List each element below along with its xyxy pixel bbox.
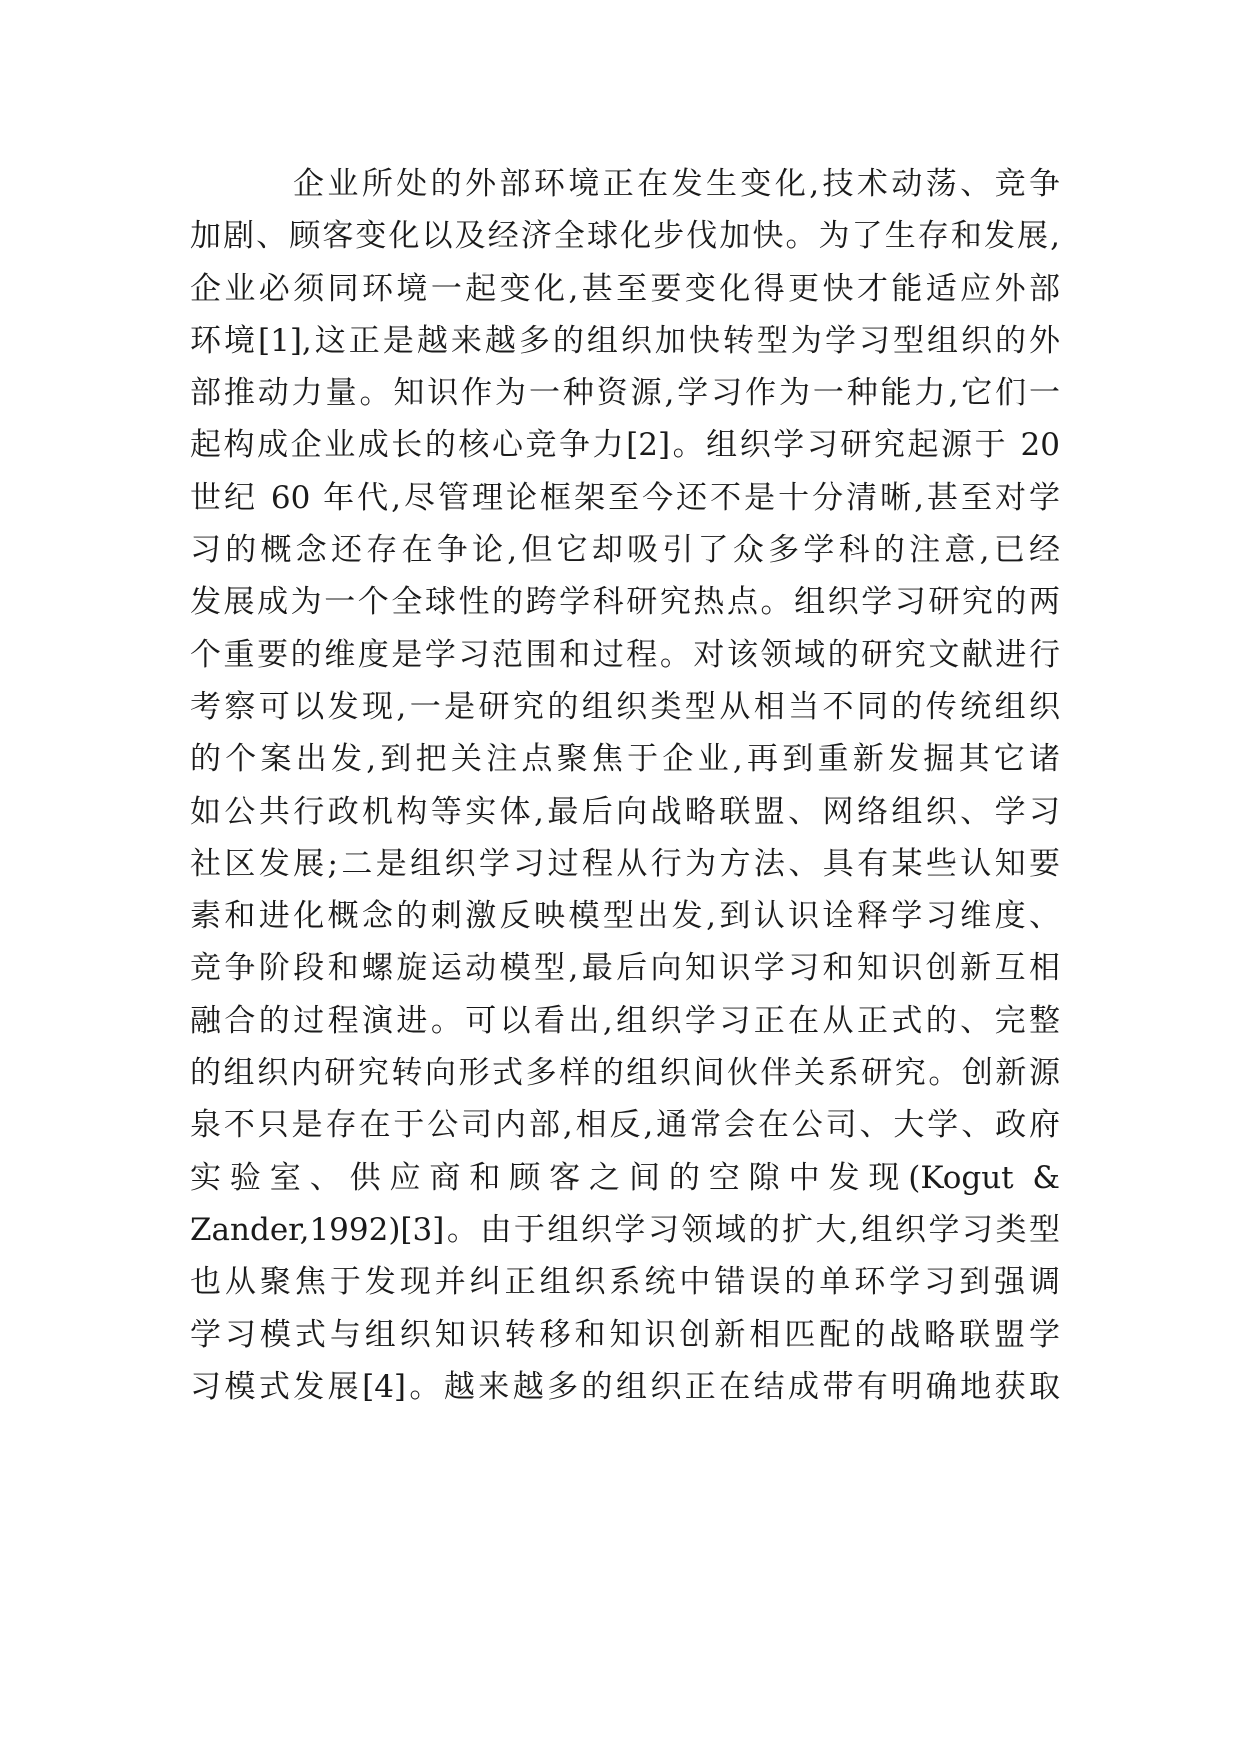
paragraph-line: 个重要的维度是学习范围和过程。对该领域的研究文献进行 — [190, 636, 1060, 673]
body-paragraph — [190, 158, 1060, 1413]
paragraph-line: 习的概念还存在争论,但它却吸引了众多学科的注意,已经 — [190, 532, 1060, 569]
paragraph-line: 社区发展;二是组织学习过程从行为方法、具有某些认知要 — [190, 845, 1060, 882]
paragraph-line: 考察可以发现,一是研究的组织类型从相当不同的传统组织 — [190, 688, 1060, 725]
paragraph-line: 竞争阶段和螺旋运动模型,最后向知识学习和知识创新互相 — [190, 950, 1060, 987]
paragraph-line: 泉不只是存在于公司内部,相反,通常会在公司、大学、政府 — [190, 1107, 1060, 1144]
paragraph-line: 也从聚焦于发现并纠正组织系统中错误的单环学习到强调 — [190, 1264, 1060, 1301]
paragraph-line: 的个案出发,到把关注点聚焦于企业,再到重新发掘其它诸 — [190, 741, 1060, 778]
paragraph-line: 的组织内研究转向形式多样的组织间伙伴关系研究。创新源 — [190, 1055, 1060, 1092]
paragraph-line: 融合的过程演进。可以看出,组织学习正在从正式的、完整 — [190, 1002, 1060, 1039]
paragraph-line: 加剧、顾客变化以及经济全球化步伐加快。为了生存和发展, — [190, 218, 1060, 255]
paragraph-line: 如公共行政机构等实体,最后向战略联盟、网络组织、学习 — [190, 793, 1060, 830]
paragraph-line: 实验室、供应商和顾客之间的空隙中发现(Kogut & — [190, 1159, 1060, 1196]
paragraph-line: 习模式发展[4]。越来越多的组织正在结成带有明确地获取 — [190, 1368, 1060, 1405]
paragraph-line: 发展成为一个全球性的跨学科研究热点。组织学习研究的两 — [190, 584, 1060, 621]
paragraph-line: 部推动力量。知识作为一种资源,学习作为一种能力,它们一 — [190, 375, 1060, 412]
paragraph-line: 企业必须同环境一起变化,甚至要变化得更快才能适应外部 — [190, 270, 1060, 307]
paragraph-line: Zander,1992)[3]。由于组织学习领域的扩大,组织学习类型 — [190, 1211, 1060, 1248]
paragraph-line: 世纪 60 年代,尽管理论框架至今还不是十分清晰,甚至对学 — [190, 479, 1060, 516]
paragraph-line: 学习模式与组织知识转移和知识创新相匹配的战略联盟学 — [190, 1316, 1060, 1353]
paragraph-line: 起构成企业成长的核心竞争力[2]。组织学习研究起源于 20 — [190, 427, 1060, 464]
paragraph-line: 素和进化概念的刺激反映模型出发,到认识诠释学习维度、 — [190, 898, 1060, 935]
paragraph-line: 环境[1],这正是越来越多的组织加快转型为学习型组织的外 — [190, 322, 1060, 359]
paragraph-line: 企业所处的外部环境正在发生变化,技术动荡、竞争 — [293, 166, 1060, 202]
